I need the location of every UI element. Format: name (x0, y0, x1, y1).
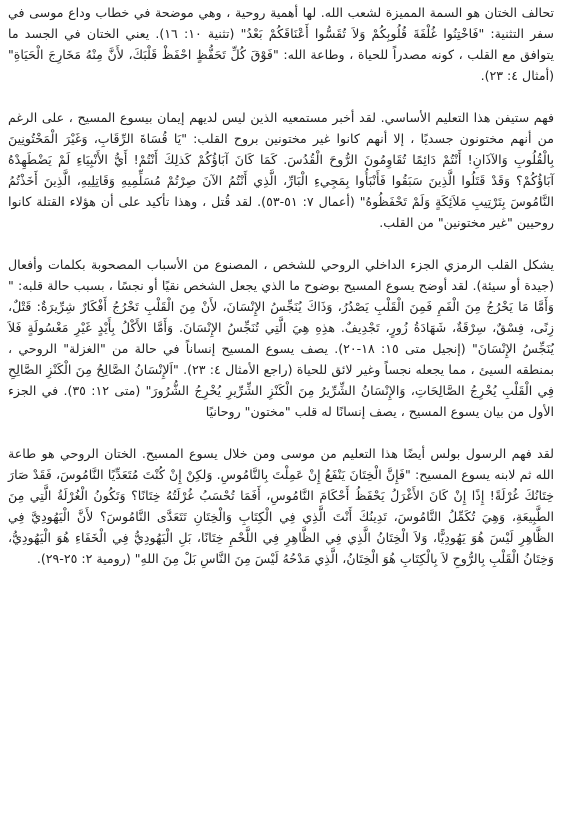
paragraph-circumcision-covenant: تحالف الختان هو السمة المميزة لشعب الله. لها أهمية روحية ، وهي موضحة في خطاب وداع موسى في سفر التثنية: "فَاخْتِنُوا غُلْفَةَ قُلُوبِكُمْ وَلاَ تُقَسُّوا أَعْنَاقَكُمْ بَعْدُ" (تثنية ١٠: ١٦). يعني الختان في الجسد ما يتوافق مع القلب ، كونه مصدراً للحياة ، وطاعة الله: "فَوْقَ كُلِّ تَحَفُّظٍ احْفَظْ قَلْبَكَ، لأَنَّ مِنْهُ مَخَارِجَ الْحَيَاةِ" (أمثال ٤: ٢٣). (8, 5, 554, 83)
paragraph-paul-teaching: لقد فهم الرسول بولس أيضًا هذا التعليم من موسى ومن خلال يسوع المسيح. الختان الروحي هو طاعة الله ثم لابنه يسوع المسيح: "فَإِنَّ الْخِتَانَ يَنْفَعُ إِنْ عَمِلْتَ بِالنَّامُوسِ. وَلكِنْ إِنْ كُنْتَ مُتَعَدِّيًا النَّامُوسَ، فَقَدْ صَارَ خِتَانُكَ غُرْلَةً! إِذًا إِنْ كَانَ الأَغْرَلُ يَحْفَظُ أَحْكَامَ النَّامُوسِ، أَفَمَا تُحْسَبُ غُرْلَتُهُ خِتَانًا؟ وَتَكُونُ الْغُرْلَةُ الَّتِي مِنَ الطَّبِيعَةِ، وَهِيَ تُكَمِّلُ النَّامُوسَ، تَدِينُكَ أَنْتَ الَّذِي فِي الْكِتَابِ وَالْخِتَانِ تَتَعَدَّى النَّامُوسَ؟ لأَنَّ الْيَهُودِيَّ فِي الظَّاهِرِ لَيْسَ هُوَ يَهُودِيًّا، وَلاَ الْخِتَانُ الَّذِي فِي الظَّاهِرِ فِي اللَّحْمِ خِتَانًا، بَلِ الْيَهُودِيُّ فِي الْخَفَاءِ هُوَ الْيَهُودِيُّ، وَخِتَانُ الْقَلْبِ بِالرُّوحِ لاَ بِالْكِتَابِ هُوَ الْخِتَانُ، الَّذِي مَدْحُهُ لَيْسَ مِنَ النَّاسِ بَلْ مِنَ اللهِ" (رومية ٢: ٢٥-٢٩). (8, 446, 554, 566)
paragraph-symbolic-heart: يشكل القلب الرمزي الجزء الداخلي الروحي للشخص ، المصنوع من الأسباب المصحوبة بكلمات وأفعال (جيدة أو سيئة). لقد أوضح يسوع المسيح بوضوح ما الذي يجعل الشخص نقيًا أو نجسًا ، بسبب حالة قلبه: " وَأَمَّا مَا يَخْرُجُ مِنَ الْفَمِ فَمِنَ الْقَلْبِ يَصْدُرُ، وَذَاكَ يُنَجِّسُ الإِنْسَانَ، لأَنْ مِنَ الْقَلْبِ تَخْرُجُ أَفْكَارٌ شِرِّيرَةٌ: قَتْلٌ، زِنًى، فِسْقٌ، سِرْقَةٌ، شَهَادَةُ زُورٍ، تَجْدِيفٌ. هذِهِ هِيَ الَّتِي تُنَجِّسُ الإِنْسَانَ. وَأَمَّا الأَكْلُ بِأَيْدٍ غَيْرِ مَغْسُولَةٍ فَلاَ يُنَجِّسُ الإِنْسَانَ" (إنجيل متى ١٥: ١٨-٢٠). يصف يسوع المسيح إنساناً في حالة من "الغزلة" الروحي ، بمنطقه السيئ ، مما يجعله نجساً وغير لائق للحياة (راجع الأمثال ٤: ٢٣). "اَلإِنْسَانُ الصَّالِحُ مِنَ الْكَنْزِ الصَّالِحِ فِي الْقَلْبِ يُخْرِجُ الصَّالِحَاتِ، وَالإِنْسَانُ الشِّرِّيرُ مِنَ الْكَنْزِ الشِّرِّيرِ يُخْرِجُ الشُّرُورَ" (متى ١٢: ٣٥). في الجزء الأول من بيان يسوع المسيح ، يصف إنسانًا له قلب "مختون" روحانيًا (8, 257, 555, 419)
paragraph-stephen-teaching: فهم ستيفن هذا التعليم الأساسي. لقد أخبر مستمعيه الذين ليس لديهم إيمان بيسوع المسيح ، على الرغم من أنهم مختونون جسديًا ، إلا أنهم كانوا غير مختونين بروح القلب: "يَا قُسَاةَ الرِّقَابِ، وَغَيْرَ الْمَخْتُونِينَ بِالْقُلُوبِ وَالآذَانِ! أَنْتُمْ دَائِمًا تُقَاوِمُونَ الرُّوحَ الْقُدُسَ. كَمَا كَانَ آبَاؤُكُمْ كَذلِكَ أَنْتُمْ! أَيُّ الأَنْبِيَاءِ لَمْ يَضْطَهِدْهُ آبَاؤُكُمْ؟ وَقَدْ قَتَلُوا الَّذِينَ سَبَقُوا فَأَنْبَأُوا بِمَجِيءِ الْبَارِّ، الَّذِي أَنْتُمُ الآنَ صِرْتُمْ مُسَلِّمِيهِ وَقَاتِلِيهِ، الَّذِينَ أَخَذْتُمُ النَّامُوسَ بِتَرْتِيبِ مَلاَئِكَةٍ وَلَمْ تَحْفَظُوهُ" (أعمال ٧: ٥١-٥٣). لقد قُتل ، وهذا تأكيد على أن هؤلاء القتلة كانوا روحيين "غير مختونين" من القلب. (8, 110, 554, 230)
